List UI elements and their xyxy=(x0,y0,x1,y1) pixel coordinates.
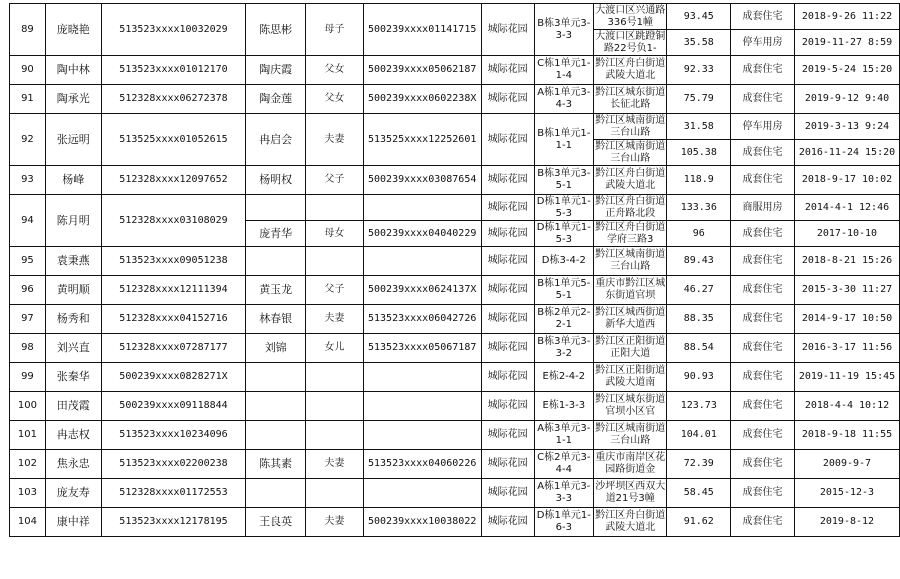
cell-no: 97 xyxy=(10,305,46,334)
cell-relation xyxy=(306,195,364,221)
cell-date: 2014-9-17 10:50 xyxy=(794,305,899,334)
cell-location: 黔江区舟白街道正舟路北段 xyxy=(595,195,666,219)
cell-no: 102 xyxy=(10,450,46,479)
cell-relation xyxy=(306,392,364,421)
cell-type: 成套住宅 xyxy=(731,85,795,114)
cell-location: 黔江区城东街道长征北路 xyxy=(594,85,667,114)
cell-date: 2018-9-18 11:55 xyxy=(794,421,899,450)
cell-project: 城际花园 xyxy=(481,221,534,247)
cell-area: 75.79 xyxy=(667,85,731,114)
cell-member-id xyxy=(363,247,481,276)
cell-location: 大渡口区跳蹬铜路22号负1- xyxy=(595,30,666,54)
cell-name: 陶承光 xyxy=(45,85,101,114)
cell-date: 2019-9-12 9:40 xyxy=(794,85,899,114)
cell-type: 成套住宅 xyxy=(731,4,795,30)
cell-location: 大渡口区兴通路336号1幢 xyxy=(595,4,666,28)
cell-project: 城际花园 xyxy=(481,195,534,221)
cell-member: 陈思彬 xyxy=(246,4,306,56)
cell-location: 黔江区城西街道新华大道西 xyxy=(594,305,667,334)
cell-date: 2016-3-17 11:56 xyxy=(794,334,899,363)
cell-name: 康中祥 xyxy=(45,508,101,537)
cell-date: 2018-9-26 11:22 xyxy=(794,4,899,30)
cell-location: 重庆市南岸区花园路街道金 xyxy=(594,450,667,479)
cell-id: 512328xxxx04152716 xyxy=(101,305,246,334)
cell-member: 王良英 xyxy=(246,508,306,537)
cell-location: 黔江区正阳街道武陵大道南 xyxy=(594,363,667,392)
cell-project: 城际花园 xyxy=(481,421,534,450)
cell-id: 500239xxxx0828271X xyxy=(101,363,246,392)
cell-member-id: 513525xxxx12252601 xyxy=(363,114,481,166)
table-row xyxy=(10,85,900,114)
cell-location: 黔江区舟白街道武陵大道北 xyxy=(594,166,667,195)
cell-area: 92.33 xyxy=(667,56,731,85)
cell-relation: 父子 xyxy=(306,166,364,195)
cell-relation: 父女 xyxy=(306,56,364,85)
cell-type: 成套住宅 xyxy=(731,166,795,195)
cell-member xyxy=(246,479,306,508)
cell-id: 512328xxxx06272378 xyxy=(101,85,246,114)
cell-relation: 夫妻 xyxy=(306,114,364,166)
cell-member xyxy=(246,247,306,276)
cell-id: 513523xxxx01012170 xyxy=(101,56,246,85)
cell-relation xyxy=(306,421,364,450)
cell-area: 96 xyxy=(667,221,731,247)
cell-location: 黔江区城南街道三台山路 xyxy=(594,421,667,450)
cell-no: 90 xyxy=(10,56,46,85)
table-row xyxy=(10,334,900,363)
cell-name: 陈月明 xyxy=(45,195,101,247)
cell-location: 重庆市黔江区城东街道官坝 xyxy=(594,276,667,305)
cell-member-id xyxy=(363,479,481,508)
cell-type: 成套住宅 xyxy=(731,276,795,305)
cell-id: 513523xxxx10234096 xyxy=(101,421,246,450)
cell-building: B栋3单元3-3-2 xyxy=(534,334,594,363)
cell-id: 512328xxxx12097652 xyxy=(101,166,246,195)
cell-name: 庞友寿 xyxy=(45,479,101,508)
table-row xyxy=(10,421,900,450)
cell-building: E栋1-3-3 xyxy=(534,392,594,421)
cell-area: 88.35 xyxy=(667,305,731,334)
cell-building: C栋1单元1-1-4 xyxy=(534,56,594,85)
cell-location: 黔江区城南街道三台山路 xyxy=(595,114,666,138)
cell-project: 城际花园 xyxy=(481,479,534,508)
cell-no: 96 xyxy=(10,276,46,305)
cell-no: 94 xyxy=(10,195,46,247)
cell-location: 黔江区正阳街道正阳大道 xyxy=(594,334,667,363)
cell-project: 城际花园 xyxy=(481,166,534,195)
cell-member: 杨明权 xyxy=(246,166,306,195)
cell-area: 31.58 xyxy=(667,114,731,140)
cell-member: 黄玉龙 xyxy=(246,276,306,305)
cell-type: 成套住宅 xyxy=(731,140,795,166)
cell-area: 89.43 xyxy=(667,247,731,276)
cell-location: 沙坪坝区西双大道21号3幢 xyxy=(594,479,667,508)
cell-member-id: 500239xxxx10038022 xyxy=(363,508,481,537)
cell-member-id xyxy=(363,392,481,421)
cell-date: 2016-11-24 15:20 xyxy=(794,140,899,166)
cell-id: 512328xxxx12111394 xyxy=(101,276,246,305)
cell-building: D栋1单元1-5-3 xyxy=(534,221,594,247)
cell-project: 城际花园 xyxy=(481,114,534,166)
table-row xyxy=(10,363,900,392)
cell-type: 停车用房 xyxy=(731,30,795,56)
cell-name: 刘兴直 xyxy=(45,334,101,363)
cell-relation xyxy=(306,247,364,276)
cell-name: 张秦华 xyxy=(45,363,101,392)
cell-id: 513523xxxx10032029 xyxy=(101,4,246,56)
cell-date: 2019-8-12 xyxy=(794,508,899,537)
cell-area: 46.27 xyxy=(667,276,731,305)
cell-relation: 夫妻 xyxy=(306,450,364,479)
cell-name: 袁秉燕 xyxy=(45,247,101,276)
cell-location: 黔江区舟白街道武陵大道北 xyxy=(594,508,667,537)
cell-building: A栋3单元3-1-1 xyxy=(534,421,594,450)
cell-date: 2018-8-21 15:26 xyxy=(794,247,899,276)
cell-location: 黔江区城南街道三台山路 xyxy=(594,247,667,276)
table-row xyxy=(10,114,900,140)
cell-name: 陶中林 xyxy=(45,56,101,85)
table-row xyxy=(10,276,900,305)
cell-date: 2019-5-24 15:20 xyxy=(794,56,899,85)
cell-id: 513523xxxx12178195 xyxy=(101,508,246,537)
cell-type: 成套住宅 xyxy=(731,56,795,85)
cell-name: 田茂霞 xyxy=(45,392,101,421)
cell-relation: 夫妻 xyxy=(306,508,364,537)
cell-area: 91.62 xyxy=(667,508,731,537)
table-row xyxy=(10,247,900,276)
cell-building: B栋1单元1-1-1 xyxy=(534,114,594,166)
cell-no: 89 xyxy=(10,4,46,56)
cell-date: 2014-4-1 12:46 xyxy=(794,195,899,221)
cell-area: 133.36 xyxy=(667,195,731,221)
cell-member-id xyxy=(363,421,481,450)
cell-id: 512328xxxx03108029 xyxy=(101,195,246,247)
cell-member xyxy=(246,195,306,221)
table-row xyxy=(10,305,900,334)
cell-member: 陈其素 xyxy=(246,450,306,479)
cell-building: D栋1单元1-5-3 xyxy=(534,195,594,221)
table-row xyxy=(10,450,900,479)
cell-project: 城际花园 xyxy=(481,334,534,363)
cell-building: B栋3单元3-3-3 xyxy=(534,4,594,56)
cell-type: 商服用房 xyxy=(731,195,795,221)
cell-no: 103 xyxy=(10,479,46,508)
cell-building: B栋3单元3-5-1 xyxy=(534,166,594,195)
cell-area: 105.38 xyxy=(667,140,731,166)
cell-building: A栋1单元3-4-3 xyxy=(534,85,594,114)
cell-no: 93 xyxy=(10,166,46,195)
cell-no: 92 xyxy=(10,114,46,166)
cell-name: 冉志权 xyxy=(45,421,101,450)
cell-relation: 父子 xyxy=(306,276,364,305)
cell-building: D栋3-4-2 xyxy=(534,247,594,276)
cell-member: 冉启会 xyxy=(246,114,306,166)
table-row xyxy=(10,479,900,508)
cell-member-id: 500239xxxx0602238X xyxy=(363,85,481,114)
cell-date: 2018-9-17 10:02 xyxy=(794,166,899,195)
cell-id: 500239xxxx09118844 xyxy=(101,392,246,421)
cell-member-id xyxy=(363,195,481,221)
cell-member-id: 500239xxxx01141715 xyxy=(363,4,481,56)
cell-project: 城际花园 xyxy=(481,392,534,421)
cell-name: 庞晓艳 xyxy=(45,4,101,56)
cell-member xyxy=(246,392,306,421)
cell-type: 成套住宅 xyxy=(731,247,795,276)
cell-date: 2009-9-7 xyxy=(794,450,899,479)
cell-location: 黔江区城南街道三台山路 xyxy=(595,140,666,164)
cell-no: 91 xyxy=(10,85,46,114)
cell-date: 2018-4-4 10:12 xyxy=(794,392,899,421)
cell-id: 513525xxxx01052615 xyxy=(101,114,246,166)
cell-member xyxy=(246,363,306,392)
cell-type: 成套住宅 xyxy=(731,421,795,450)
cell-area: 93.45 xyxy=(667,4,731,30)
cell-id: 512328xxxx07287177 xyxy=(101,334,246,363)
cell-project: 城际花园 xyxy=(481,363,534,392)
cell-area: 72.39 xyxy=(667,450,731,479)
cell-project: 城际花园 xyxy=(481,276,534,305)
cell-project: 城际花园 xyxy=(481,450,534,479)
cell-building: B栋2单元2-2-1 xyxy=(534,305,594,334)
cell-project: 城际花园 xyxy=(481,247,534,276)
cell-area: 118.9 xyxy=(667,166,731,195)
cell-project: 城际花园 xyxy=(481,4,534,56)
cell-id: 513523xxxx09051238 xyxy=(101,247,246,276)
cell-member-id: 500239xxxx05062187 xyxy=(363,56,481,85)
table-row xyxy=(10,195,900,221)
cell-area: 88.54 xyxy=(667,334,731,363)
cell-member-id: 500239xxxx04040229 xyxy=(363,221,481,247)
cell-no: 104 xyxy=(10,508,46,537)
table-row xyxy=(10,56,900,85)
cell-area: 58.45 xyxy=(667,479,731,508)
cell-name: 焦永忠 xyxy=(45,450,101,479)
cell-type: 成套住宅 xyxy=(731,450,795,479)
cell-date: 2015-3-30 11:27 xyxy=(794,276,899,305)
cell-no: 95 xyxy=(10,247,46,276)
cell-name: 杨峰 xyxy=(45,166,101,195)
cell-relation xyxy=(306,479,364,508)
cell-member-id: 513523xxxx04060226 xyxy=(363,450,481,479)
cell-no: 100 xyxy=(10,392,46,421)
cell-type: 成套住宅 xyxy=(731,363,795,392)
cell-location: 黔江区舟白街道学府三路3 xyxy=(595,221,666,245)
cell-area: 90.93 xyxy=(667,363,731,392)
cell-relation: 女儿 xyxy=(306,334,364,363)
cell-type: 成套住宅 xyxy=(731,334,795,363)
cell-date: 2015-12-3 xyxy=(794,479,899,508)
cell-relation: 父女 xyxy=(306,85,364,114)
cell-location: 黔江区舟白街道武陵大道北 xyxy=(594,56,667,85)
cell-relation: 母女 xyxy=(306,221,364,247)
cell-member-id: 513523xxxx05067187 xyxy=(363,334,481,363)
cell-no: 98 xyxy=(10,334,46,363)
cell-relation xyxy=(306,363,364,392)
table-row xyxy=(10,392,900,421)
cell-member: 林春银 xyxy=(246,305,306,334)
cell-name: 黄明顺 xyxy=(45,276,101,305)
cell-type: 停车用房 xyxy=(731,114,795,140)
cell-area: 104.01 xyxy=(667,421,731,450)
cell-member: 陶金莲 xyxy=(246,85,306,114)
cell-relation: 夫妻 xyxy=(306,305,364,334)
cell-no: 101 xyxy=(10,421,46,450)
cell-member-id xyxy=(363,363,481,392)
cell-type: 成套住宅 xyxy=(731,305,795,334)
cell-name: 张远明 xyxy=(45,114,101,166)
cell-date: 2019-11-27 8:59 xyxy=(794,30,899,56)
cell-member: 陶庆霞 xyxy=(246,56,306,85)
cell-member-id: 513523xxxx06042726 xyxy=(363,305,481,334)
housing-registry-table xyxy=(9,3,900,537)
cell-relation: 母子 xyxy=(306,4,364,56)
cell-type: 成套住宅 xyxy=(731,479,795,508)
cell-id: 512328xxxx01172553 xyxy=(101,479,246,508)
table-row xyxy=(10,508,900,537)
cell-building: C栋2单元3-4-4 xyxy=(534,450,594,479)
cell-date: 2019-11-19 15:45 xyxy=(794,363,899,392)
cell-building: E栋2-4-2 xyxy=(534,363,594,392)
cell-member: 刘锦 xyxy=(246,334,306,363)
table-row xyxy=(10,4,900,30)
cell-date: 2017-10-10 xyxy=(794,221,899,247)
cell-date: 2019-3-13 9:24 xyxy=(794,114,899,140)
cell-member-id: 500239xxxx0624137X xyxy=(363,276,481,305)
cell-member xyxy=(246,421,306,450)
cell-area: 35.58 xyxy=(667,30,731,56)
cell-member-id: 500239xxxx03087654 xyxy=(363,166,481,195)
cell-building: D栋1单元1-6-3 xyxy=(534,508,594,537)
cell-type: 成套住宅 xyxy=(731,392,795,421)
cell-project: 城际花园 xyxy=(481,508,534,537)
cell-project: 城际花园 xyxy=(481,85,534,114)
cell-location: 黔江区城东街道官坝小区官 xyxy=(594,392,667,421)
cell-building: A栋1单元3-3-3 xyxy=(534,479,594,508)
table-row xyxy=(10,166,900,195)
cell-area: 123.73 xyxy=(667,392,731,421)
cell-type: 成套住宅 xyxy=(731,508,795,537)
cell-building: B栋1单元5-5-1 xyxy=(534,276,594,305)
cell-id: 513523xxxx02200238 xyxy=(101,450,246,479)
cell-project: 城际花园 xyxy=(481,305,534,334)
cell-no: 99 xyxy=(10,363,46,392)
cell-type: 成套住宅 xyxy=(731,221,795,247)
cell-project: 城际花园 xyxy=(481,56,534,85)
cell-member: 庞青华 xyxy=(246,221,306,247)
cell-name: 杨秀和 xyxy=(45,305,101,334)
